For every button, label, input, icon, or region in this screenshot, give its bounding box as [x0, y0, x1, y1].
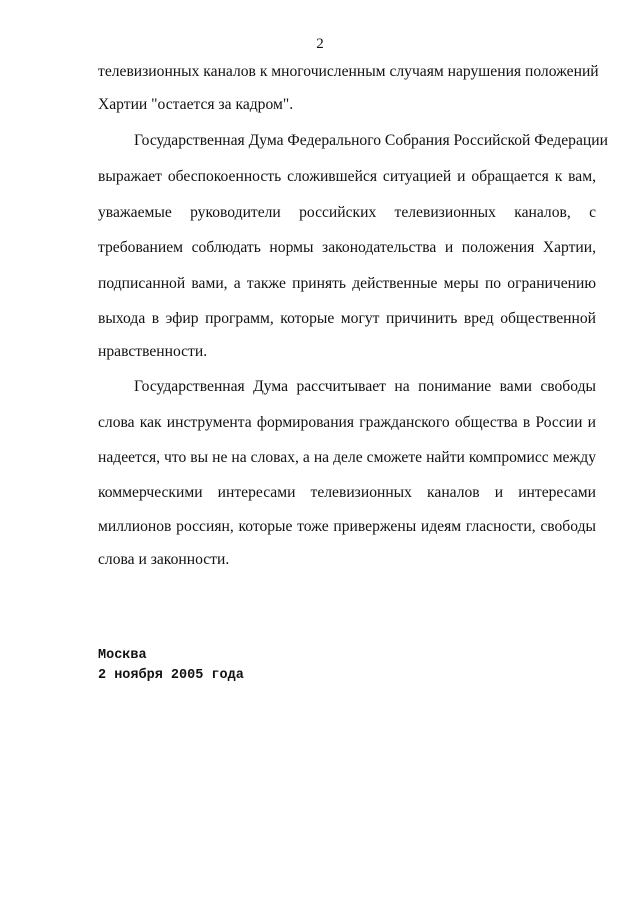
paragraph-2-line-2: выражает обеспокоенность сложившейся ситуацией и обращается к вам,	[98, 168, 596, 185]
paragraph-2-line-7: нравственности.	[98, 343, 208, 360]
paragraph-3-line-1: Государственная Дума рассчитывает на понимание вами свободы	[134, 378, 596, 395]
signature-date: 2 ноября 2005 года	[98, 668, 244, 683]
paragraph-2-line-1: Государственная Дума Федерального Собрания Российской Федерации	[134, 132, 608, 149]
paragraph-3-line-5: миллионов россиян, которые тоже привержены идеям гласности, свободы	[98, 518, 596, 535]
page-number: 2	[316, 36, 324, 52]
paragraph-2-line-3: уважаемые руководители российских телевизионных каналов, с	[98, 204, 596, 221]
paragraph-2-line-6: выхода в эфир программ, которые могут причинить вред общественной	[98, 310, 596, 327]
paragraph-1-line-1: телевизионных каналов к многочисленным случаям нарушения положений	[98, 63, 599, 80]
paragraph-3-line-4: коммерческими интересами телевизионных каналов и интересами	[98, 484, 596, 501]
paragraph-2-line-4: требованием соблюдать нормы законодательства и положения Хартии,	[98, 239, 596, 256]
paragraph-3-line-2: слова как инструмента формирования гражданского общества в России и	[98, 414, 596, 431]
paragraph-2-line-5: подписанной вами, а также принять действенные меры по ограничению	[98, 275, 596, 292]
paragraph-3-line-3: надеется, что вы не на словах, а на деле сможете найти компромисс между	[98, 449, 596, 466]
paragraph-1-line-2: Хартии "остается за кадром".	[98, 96, 294, 113]
signature-city: Москва	[98, 648, 147, 663]
paragraph-3-line-6: слова и законности.	[98, 551, 230, 568]
